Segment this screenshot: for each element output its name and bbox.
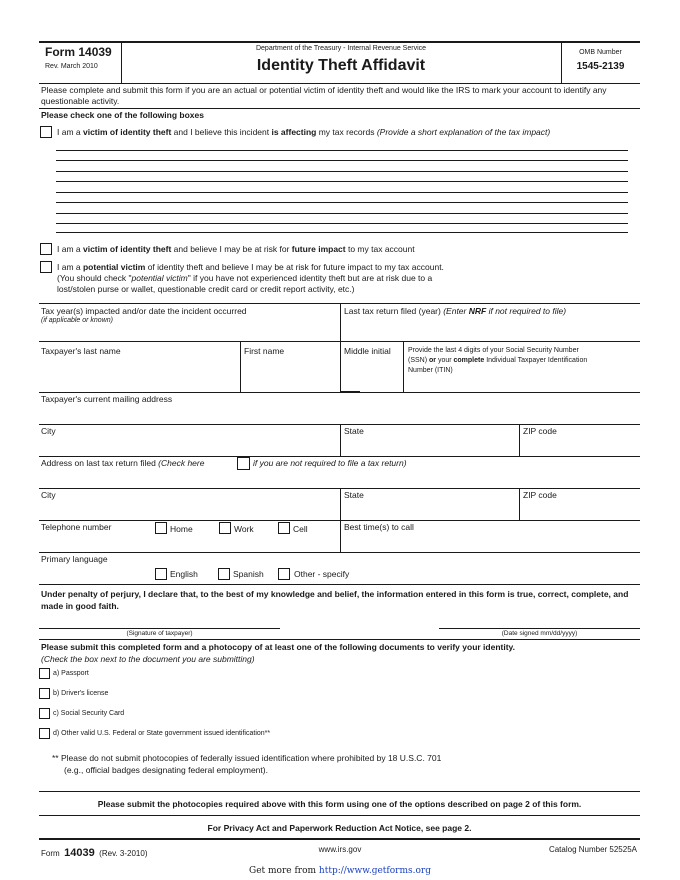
- submit-heading: Please submit this completed form and a photocopy of at least one of the following documents to verify your identity.: [41, 642, 516, 652]
- cell-phone-checkbox[interactable]: [278, 522, 290, 534]
- grid-divider: [403, 341, 404, 392]
- grid-rule: [39, 552, 640, 553]
- grid-divider: [340, 303, 341, 341]
- grid-rule: [39, 392, 640, 393]
- grid-divider: [340, 341, 341, 392]
- city-2-label: City: [41, 490, 56, 500]
- explanation-line[interactable]: [56, 232, 628, 233]
- middle-initial-label: Middle initial: [344, 346, 391, 356]
- first-name-input[interactable]: [242, 360, 338, 390]
- omb-number: 1545-2139: [576, 61, 625, 72]
- grid-divider: [240, 341, 241, 392]
- option-victim-future-checkbox[interactable]: [40, 243, 52, 255]
- getmore-banner: Get more from http://www.getforms.org: [249, 866, 431, 876]
- city-label: City: [41, 426, 56, 436]
- option-victim-affecting-label: I am a victim of identity theft and I believe this incident is affecting my tax records (Provide a short explanation of the tax impact): [57, 127, 551, 137]
- option-potential-victim-checkbox[interactable]: [40, 261, 52, 273]
- drivers-license-checkbox[interactable]: [39, 688, 50, 699]
- state-2-label: State: [344, 490, 364, 500]
- grid-divider: [340, 520, 341, 552]
- zip-2-input[interactable]: [521, 502, 638, 518]
- spanish-label: Spanish: [233, 569, 264, 579]
- zip-input[interactable]: [521, 438, 638, 454]
- footer-website: www.irs.gov: [318, 845, 362, 854]
- best-times-input[interactable]: [342, 534, 638, 551]
- document-passport: a) Passport: [53, 670, 89, 677]
- english-checkbox[interactable]: [155, 568, 167, 580]
- option-victim-affecting-checkbox[interactable]: [40, 126, 52, 138]
- grid-divider: [340, 488, 341, 520]
- middle-initial-input[interactable]: [342, 360, 401, 390]
- footer-rule: [39, 838, 640, 840]
- option-potential-victim-note: (You should check "potential victim" if you have not experienced identity theft but are at risk due to a: [57, 273, 433, 283]
- footer-form-label: Form 14039 (Rev. 3-2010): [41, 847, 148, 859]
- rev-date: Rev. March 2010: [45, 63, 98, 70]
- explanation-line[interactable]: [56, 192, 628, 193]
- tax-year-label: Tax year(s) impacted and/or date the incident occurred: [41, 306, 247, 316]
- not-required-to-file-label: if you are not required to file a tax return): [253, 458, 407, 468]
- best-times-label: Best time(s) to call: [344, 522, 414, 532]
- telephone-label: Telephone number: [41, 522, 112, 532]
- grid-divider: [519, 488, 520, 520]
- first-name-label: First name: [244, 346, 285, 356]
- explanation-line[interactable]: [56, 213, 628, 214]
- grid-divider: [340, 424, 341, 456]
- explanation-line[interactable]: [56, 160, 628, 161]
- work-label: Work: [234, 524, 254, 534]
- state-label: State: [344, 426, 364, 436]
- primary-language-label: Primary language: [41, 554, 108, 564]
- section-rule: [39, 791, 640, 792]
- spanish-checkbox[interactable]: [218, 568, 230, 580]
- tax-year-input[interactable]: [40, 329, 338, 341]
- explanation-line[interactable]: [56, 171, 628, 172]
- intro-text: Please complete and submit this form if you are an actual or potential victim of identity theft and would like the IRS to mark your account to identify any questionable activity.: [41, 85, 607, 106]
- ssn-note: Provide the last 4 digits of your Social Security Number (SSN) or your complete Individual Taxpayer Identification Number (ITIN): [408, 347, 588, 374]
- social-security-card-checkbox[interactable]: [39, 708, 50, 719]
- city-input[interactable]: [40, 438, 338, 454]
- check-heading: Please check one of the following boxes: [41, 110, 204, 120]
- grid-rule: [39, 456, 640, 457]
- header-bottom-rule: [39, 83, 640, 84]
- option-victim-future-label: I am a victim of identity theft and believe I may be at risk for future impact to my tax account: [57, 244, 415, 254]
- section-rule: [39, 815, 640, 816]
- state-input[interactable]: [342, 438, 517, 454]
- cell-label: Cell: [293, 524, 308, 534]
- signature-rule: [39, 639, 640, 640]
- header-top-rule: [39, 41, 640, 43]
- city-2-input[interactable]: [40, 502, 338, 518]
- privacy-notice: For Privacy Act and Paperwork Reduction Act Notice, see page 2.: [207, 823, 472, 833]
- english-label: English: [170, 569, 198, 579]
- footnote-line-2: (e.g., official badges designating federal employment).: [64, 765, 268, 775]
- getforms-link[interactable]: http://www.getforms.org: [318, 866, 431, 876]
- mailing-address-input[interactable]: [40, 406, 638, 423]
- omb-label: OMB Number: [579, 49, 622, 56]
- last-return-address-input[interactable]: [40, 471, 638, 487]
- option-potential-victim-label: I am a potential victim of identity theft and believe I may be at risk for future impact to my tax account.: [57, 262, 444, 272]
- other-language-label: Other - specify: [294, 569, 350, 579]
- explanation-line[interactable]: [56, 223, 628, 224]
- telephone-input[interactable]: [40, 536, 338, 551]
- other-id-checkbox[interactable]: [39, 728, 50, 739]
- explanation-line[interactable]: [56, 181, 628, 182]
- footnote-line-1: ** Please do not submit photocopies of federally issued identification where prohibited by 18 U.S.C. 701: [52, 753, 442, 763]
- passport-checkbox[interactable]: [39, 668, 50, 679]
- submit-note: (Check the box next to the document you are submitting): [41, 654, 255, 664]
- zip-label: ZIP code: [523, 426, 557, 436]
- department-name: Department of the Treasury - Internal Revenue Service: [255, 45, 427, 52]
- explanation-line[interactable]: [56, 202, 628, 203]
- grid-rule: [39, 584, 640, 585]
- document-drivers-license: b) Driver's license: [53, 690, 109, 697]
- form-title: Identity Theft Affidavit: [256, 57, 426, 74]
- document-social-security-card: c) Social Security Card: [53, 710, 125, 717]
- signature-line[interactable]: [39, 628, 280, 629]
- last-return-input[interactable]: [342, 329, 638, 341]
- zip-2-label: ZIP code: [523, 490, 557, 500]
- last-return-address-label: Address on last tax return filed (Check here: [41, 458, 205, 468]
- other-language-checkbox[interactable]: [278, 568, 290, 580]
- signature-label: (Signature of taxpayer): [126, 630, 193, 637]
- document-other-id: d) Other valid U.S. Federal or State government issued identification**: [53, 730, 271, 737]
- date-label: (Date signed mm/dd/yyyy): [501, 630, 578, 637]
- tax-year-note: (if applicable or known): [41, 317, 113, 324]
- last-name-input[interactable]: [40, 360, 238, 390]
- grid-divider: [519, 424, 520, 456]
- not-required-to-file-checkbox[interactable]: [237, 457, 250, 470]
- option-potential-victim-note-2: lost/stolen purse or wallet, questionable credit card or credit report activity, etc.): [57, 284, 355, 294]
- home-phone-checkbox[interactable]: [155, 522, 167, 534]
- form-label: Form 14039: [45, 45, 112, 59]
- intro-rule: [39, 108, 640, 109]
- last-return-label: Last tax return filed (year) (Enter NRF if not required to file): [344, 306, 567, 316]
- work-phone-checkbox[interactable]: [219, 522, 231, 534]
- mailing-address-label: Taxpayer's current mailing address: [41, 394, 173, 404]
- date-line[interactable]: [439, 628, 640, 629]
- home-label: Home: [170, 524, 193, 534]
- submit-options-text: Please submit the photocopies required above with this form using one of the options described on page 2 of this form.: [97, 799, 582, 809]
- state-2-input[interactable]: [342, 502, 517, 518]
- perjury-statement: Under penalty of perjury, I declare that, to the best of my knowledge and belief, the information entered in this form is true, correct, complete, and made in good faith.: [41, 589, 629, 611]
- footer-catalog-number: Catalog Number 52525A: [548, 845, 637, 854]
- explanation-line[interactable]: [56, 150, 628, 151]
- last-name-label: Taxpayer's last name: [41, 346, 121, 356]
